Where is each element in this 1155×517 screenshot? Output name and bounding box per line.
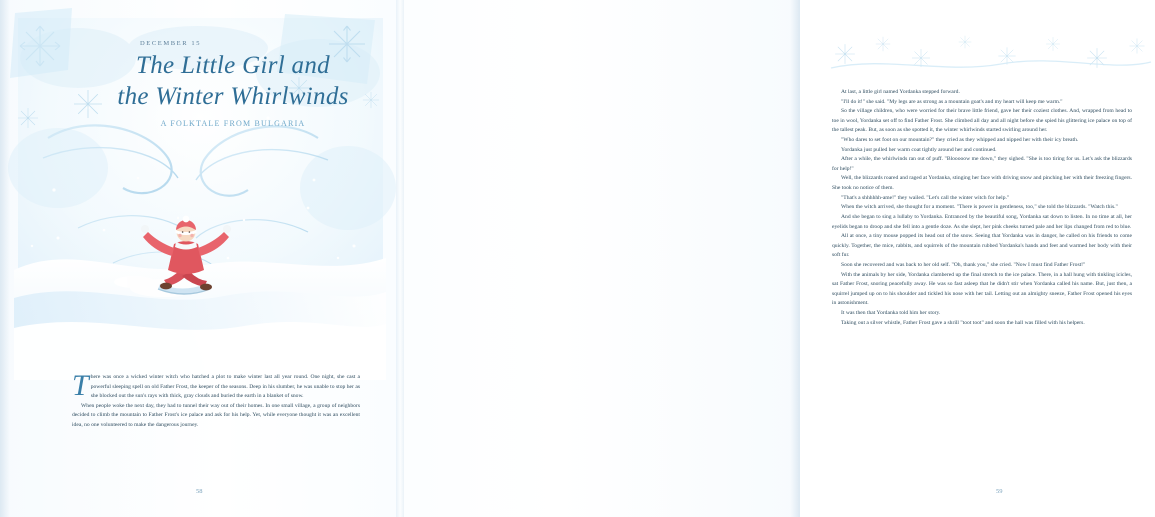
page-number-right: 59 bbox=[996, 488, 1003, 495]
title-line-1: The Little Girl and bbox=[136, 52, 330, 79]
paragraph bbox=[832, 203, 1132, 213]
paragraph-text: Yordanka just pulled her warm coat tightly around her and continued. bbox=[841, 146, 997, 153]
paragraph-text: All at once, a tiny mouse popped its head out of the snow. Seeing that Yordanka was in danger, he called on his friends to come quickly. Together, the mice, rabbits, and squirrels of the mountain rubbed Yordanka's hands and feet and warmed her body with their soft fur. bbox=[832, 233, 1132, 259]
paragraph bbox=[832, 174, 1132, 193]
paragraph bbox=[832, 319, 1132, 329]
drop-cap: T bbox=[72, 369, 89, 402]
paragraph bbox=[832, 213, 1132, 232]
paragraph bbox=[832, 271, 1132, 309]
page-number-left: 58 bbox=[196, 488, 203, 495]
paragraph-text: Well, the blizzards roared and raged at Yordanka, stinging her face with driving snow and pinching her with their freezing fingers. She took no notice of them. bbox=[832, 175, 1132, 192]
right-page bbox=[400, 0, 1132, 517]
page-title bbox=[108, 50, 358, 128]
left-text-column bbox=[72, 369, 360, 431]
paragraph-text: When people woke the next day, they had to tunnel their way out of their homes. In one small village, a group of neighbors decided to climb the mountain to Father Frost's ice palace and ask for his help. Yet, while everyone thought it was an excellent idea, no one volunteered to make the dangerous journey. bbox=[72, 402, 360, 429]
right-text-column bbox=[832, 88, 1132, 328]
paragraph bbox=[832, 88, 1132, 98]
paragraph bbox=[832, 194, 1132, 204]
paragraph-text: When the witch arrived, she thought for a moment. "There is power in gentleness, too," she told the blizzards. "Watch this." bbox=[841, 204, 1118, 211]
date-label: DECEMBER 15 bbox=[140, 40, 202, 47]
paragraph-text: Taking out a silver whistle, Father Frost gave a shrill "toot toot" and soon the hall was filled with his helpers. bbox=[841, 319, 1085, 326]
paragraph-text: After a while, the whirlwinds ran out of puff. "Blooooow me down," they sighed. "She is too tiring for us. Let's ask the blizzards for help!" bbox=[832, 156, 1132, 172]
paragraph bbox=[72, 369, 360, 402]
left-page bbox=[0, 0, 400, 517]
paragraph-text: At last, a little girl named Yordanka stepped forward. bbox=[841, 89, 960, 95]
paragraph bbox=[832, 146, 1132, 156]
paragraph-text: "That's a shhhhhh-ame!" they wailed. "Let's call the winter witch for help." bbox=[841, 194, 1010, 201]
paragraph bbox=[832, 98, 1132, 108]
snowflake-band-decoration-icon bbox=[825, 28, 1155, 78]
paragraph-text: here was once a wicked winter witch who hatched a plot to make winter last all year round. One night, she cast a powerful sleeping spell on old Father Frost, the keeper of the seasons. Deep in his slumber, he was unable to stop her as she blocked out the sun's rays with thick, gray clouds and buried the earth in a blanket of snow. bbox=[90, 374, 360, 400]
paragraph bbox=[832, 261, 1132, 271]
paragraph-text: Soon she recovered and was back to her old self. "Oh, thank you," she cried. "Now I must find Father Frost!" bbox=[841, 261, 1086, 268]
paragraph bbox=[832, 309, 1132, 319]
paragraph bbox=[72, 402, 360, 431]
paragraph bbox=[832, 136, 1132, 146]
paragraph bbox=[832, 155, 1132, 174]
paragraph bbox=[832, 232, 1132, 261]
illustration-girl-sledding bbox=[14, 150, 386, 380]
title-line-2: the Winter Whirlwinds bbox=[117, 83, 349, 110]
paragraph-text: So the village children, who were worried for their brave little friend, gave her their coziest clothes. And, wrapped from head to toe in wool, Yordanka set off to find Father Frost. She climbed all day and all night before she spied his glittering ice palace on top of the tallest peak. But, as soon as she spotted it, the winter whirlwinds started swirling around her. bbox=[832, 108, 1132, 134]
paragraph-text: With the animals by her side, Yordanka clambered up the final stretch to the ice palace. There, in a hall hung with tinkling icicles, sat Father Frost, snoring peacefully away. He was so fast asleep that he didn't stir when Yordanka called his name. But, just then, a squirrel jumped up on to his shoulder and tickled his nose with her tail. Letting out an almighty sneeze, Father Frost opened his eyes in astonishment. bbox=[832, 271, 1132, 307]
paragraph-text: And she began to sing a lullaby to Yordanka. Entranced by the beautiful song, Yordanka sat down to listen. In no time at all, her eyelids began to droop and she fell into a gentle doze. As she slept, her pink cheeks turned pale and her lips changed from red to blue. bbox=[832, 213, 1132, 230]
title-subtitle: A FOLKTALE FROM BULGARIA bbox=[160, 119, 306, 128]
paragraph-text: It was then that Yordanka told him her story. bbox=[841, 310, 941, 317]
paragraph-text: "Who dares to set foot on our mountain?" they cried as they whipped and nipped her with their icy breath. bbox=[841, 137, 1079, 144]
paragraph-text: "I'll do it!" she said. "My legs are as strong as a mountain goat's and my heart will keep me warm." bbox=[841, 98, 1063, 105]
paragraph bbox=[832, 107, 1132, 136]
